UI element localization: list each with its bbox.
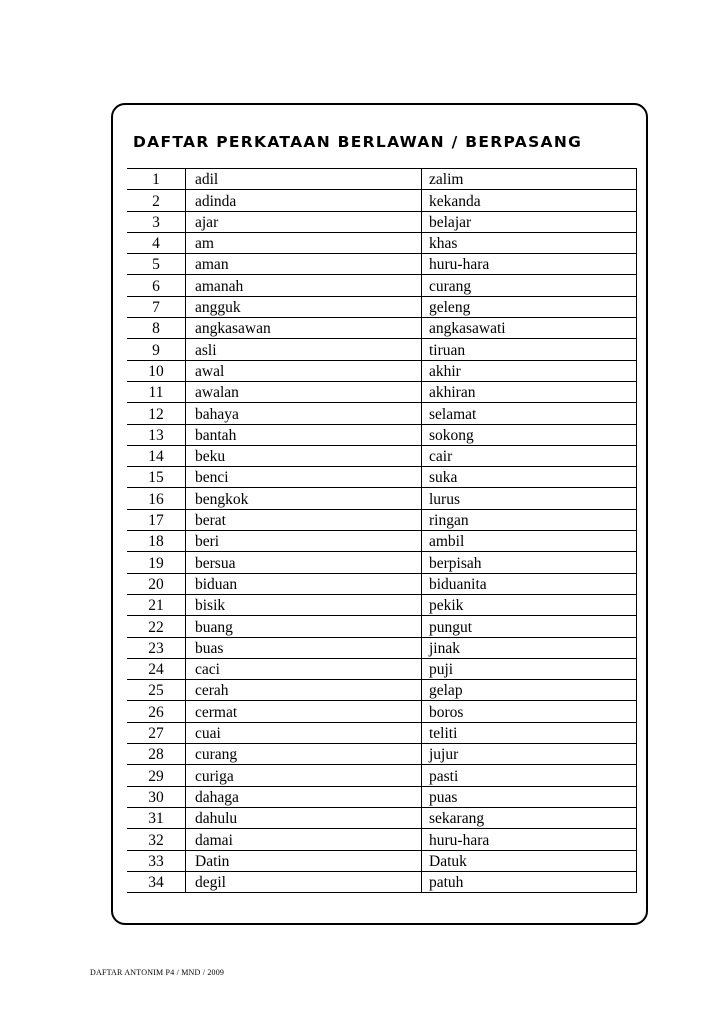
word-cell: dahaga (186, 786, 422, 807)
row-number: 7 (127, 296, 186, 317)
word-cell: ajar (186, 211, 422, 232)
row-number: 8 (127, 318, 186, 339)
opposite-cell: curang (422, 275, 637, 296)
word-cell: amanah (186, 275, 422, 296)
opposite-cell: biduanita (422, 573, 637, 594)
opposite-cell: tiruan (422, 339, 637, 360)
table-row (127, 424, 637, 445)
opposite-cell: zalim (422, 169, 637, 190)
row-number: 16 (127, 488, 186, 509)
opposite-cell: gelap (422, 680, 637, 701)
word-cell: berat (186, 509, 422, 530)
word-cell: damai (186, 829, 422, 850)
row-number: 27 (127, 722, 186, 743)
table-row (127, 871, 637, 892)
table-row (127, 829, 637, 850)
table-row (127, 381, 637, 402)
table-row (127, 445, 637, 466)
table-row (127, 360, 637, 381)
row-number: 31 (127, 807, 186, 828)
word-cell: degil (186, 871, 422, 892)
word-cell: angkasawan (186, 318, 422, 339)
table-row (127, 275, 637, 296)
row-number: 10 (127, 360, 186, 381)
opposite-cell: sekarang (422, 807, 637, 828)
opposite-cell: huru-hara (422, 254, 637, 275)
table-row (127, 190, 637, 211)
table-row (127, 658, 637, 679)
row-number: 9 (127, 339, 186, 360)
word-cell: bengkok (186, 488, 422, 509)
table-row (127, 765, 637, 786)
word-cell: curang (186, 744, 422, 765)
opposite-cell: huru-hara (422, 829, 637, 850)
opposite-cell: berpisah (422, 552, 637, 573)
word-cell: adinda (186, 190, 422, 211)
row-number: 32 (127, 829, 186, 850)
word-cell: bersua (186, 552, 422, 573)
opposite-cell: cair (422, 445, 637, 466)
row-number: 30 (127, 786, 186, 807)
table-row (127, 339, 637, 360)
row-number: 34 (127, 871, 186, 892)
word-cell: beku (186, 445, 422, 466)
table-row (127, 254, 637, 275)
table-row (127, 786, 637, 807)
row-number: 33 (127, 850, 186, 871)
opposite-cell: akhir (422, 360, 637, 381)
opposite-cell: jujur (422, 744, 637, 765)
row-number: 12 (127, 403, 186, 424)
row-number: 23 (127, 637, 186, 658)
opposite-cell: geleng (422, 296, 637, 317)
row-number: 26 (127, 701, 186, 722)
opposite-cell: belajar (422, 211, 637, 232)
row-number: 3 (127, 211, 186, 232)
table-row (127, 616, 637, 637)
table-row (127, 169, 637, 190)
word-cell: aman (186, 254, 422, 275)
row-number: 14 (127, 445, 186, 466)
row-number: 25 (127, 680, 186, 701)
row-number: 29 (127, 765, 186, 786)
row-number: 19 (127, 552, 186, 573)
table-row (127, 296, 637, 317)
word-cell: benci (186, 467, 422, 488)
word-cell: buas (186, 637, 422, 658)
word-cell: angguk (186, 296, 422, 317)
word-cell: beri (186, 531, 422, 552)
antonym-table-body (127, 169, 637, 893)
word-cell: Datin (186, 850, 422, 871)
opposite-cell: ringan (422, 509, 637, 530)
word-cell: caci (186, 658, 422, 679)
opposite-cell: kekanda (422, 190, 637, 211)
row-number: 20 (127, 573, 186, 594)
word-cell: dahulu (186, 807, 422, 828)
word-cell: cerah (186, 680, 422, 701)
opposite-cell: ambil (422, 531, 637, 552)
word-cell: adil (186, 169, 422, 190)
row-number: 15 (127, 467, 186, 488)
table-row (127, 680, 637, 701)
row-number: 18 (127, 531, 186, 552)
table-row (127, 403, 637, 424)
word-cell: am (186, 232, 422, 253)
table-row (127, 850, 637, 871)
opposite-cell: puas (422, 786, 637, 807)
row-number: 4 (127, 232, 186, 253)
row-number: 1 (127, 169, 186, 190)
word-cell: asli (186, 339, 422, 360)
row-number: 13 (127, 424, 186, 445)
document-title: DAFTAR PERKATAAN BERLAWAN / BERPASANG (133, 133, 583, 151)
opposite-cell: selamat (422, 403, 637, 424)
word-cell: biduan (186, 573, 422, 594)
page-footer: DAFTAR ANTONIM P4 / MND / 2009 (90, 968, 225, 977)
opposite-cell: sokong (422, 424, 637, 445)
opposite-cell: khas (422, 232, 637, 253)
word-cell: awalan (186, 381, 422, 402)
opposite-cell: boros (422, 701, 637, 722)
opposite-cell: pungut (422, 616, 637, 637)
table-row (127, 232, 637, 253)
antonym-table (127, 168, 637, 893)
opposite-cell: jinak (422, 637, 637, 658)
table-row (127, 211, 637, 232)
row-number: 24 (127, 658, 186, 679)
row-number: 5 (127, 254, 186, 275)
opposite-cell: suka (422, 467, 637, 488)
table-row (127, 744, 637, 765)
opposite-cell: puji (422, 658, 637, 679)
table-row (127, 637, 637, 658)
opposite-cell: angkasawati (422, 318, 637, 339)
table-row (127, 531, 637, 552)
table-row (127, 573, 637, 594)
table-row (127, 467, 637, 488)
table-row (127, 701, 637, 722)
table-row (127, 807, 637, 828)
opposite-cell: lurus (422, 488, 637, 509)
opposite-cell: akhiran (422, 381, 637, 402)
table-row (127, 318, 637, 339)
opposite-cell: pekik (422, 594, 637, 615)
row-number: 28 (127, 744, 186, 765)
opposite-cell: teliti (422, 722, 637, 743)
word-cell: buang (186, 616, 422, 637)
table-row (127, 509, 637, 530)
opposite-cell: patuh (422, 871, 637, 892)
table-row (127, 722, 637, 743)
table-row (127, 594, 637, 615)
row-number: 11 (127, 381, 186, 402)
word-cell: cuai (186, 722, 422, 743)
row-number: 17 (127, 509, 186, 530)
word-cell: awal (186, 360, 422, 381)
opposite-cell: Datuk (422, 850, 637, 871)
table-row (127, 488, 637, 509)
opposite-cell: pasti (422, 765, 637, 786)
word-cell: cermat (186, 701, 422, 722)
row-number: 21 (127, 594, 186, 615)
table-row (127, 552, 637, 573)
row-number: 2 (127, 190, 186, 211)
word-cell: bisik (186, 594, 422, 615)
word-cell: bantah (186, 424, 422, 445)
word-cell: bahaya (186, 403, 422, 424)
row-number: 6 (127, 275, 186, 296)
row-number: 22 (127, 616, 186, 637)
word-cell: curiga (186, 765, 422, 786)
